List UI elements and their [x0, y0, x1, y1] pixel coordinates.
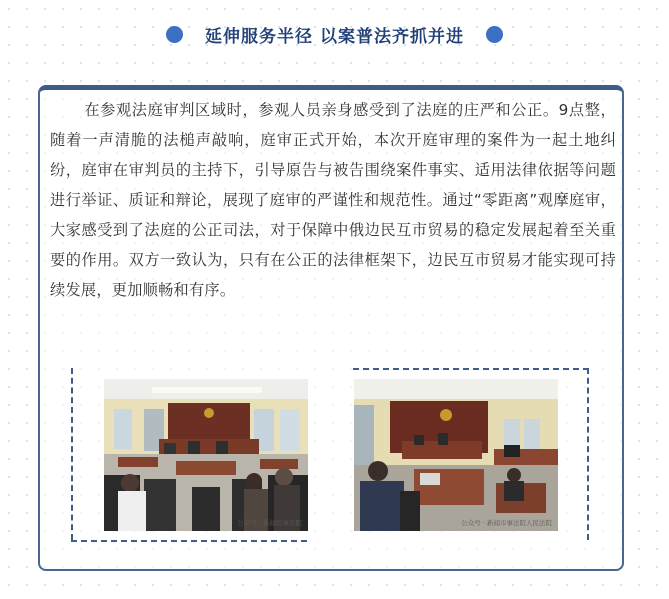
photo-1-watermark: 公众号 · 新闻资事法院 [237, 519, 302, 527]
frame-dash-top [353, 368, 589, 370]
courtroom-photo-gallery-view [104, 379, 308, 531]
frame-dash-right [587, 368, 589, 540]
frame-dash-bottom [71, 540, 307, 542]
article-paragraph: 在参观法庭审判区域时，参观人员亲身感受到了法庭的庄严和公正。9点整，随着一声清脆的法槌声敲响，庭审正式开始，本次开庭审理的案件为一起土地纠纷，庭审在审判员的主持下，引导原告与被告围绕案件事实、适用法律依据等问题进行举证、质证和辩论，展现了庭审的严谨性和规范性。通过“零距离”观摩庭审，大家感受到了法庭的公正司法，对于保障中俄边民互市贸易的稳定发展起着至关重要的作用。双方一致认为，只有在公正的法律框架下，边民互市贸易才能实现可持续发展，更加顺畅和有序。 [50, 101, 616, 299]
courtroom-side-image [354, 379, 558, 531]
frame-dash-left [71, 368, 73, 540]
article-card [38, 85, 624, 571]
courtroom-gallery-image [104, 379, 308, 531]
section-header [0, 14, 669, 54]
right-dot-icon [486, 26, 503, 43]
photo-frame [71, 368, 589, 542]
left-dot-icon [166, 26, 183, 43]
section-title: 延伸服务半径 以案普法齐抓并进 [205, 26, 464, 47]
photo-2-watermark: 公众号 · 新闻市事法院人民法院 [461, 519, 552, 527]
courtroom-photo-side-view [354, 379, 558, 531]
